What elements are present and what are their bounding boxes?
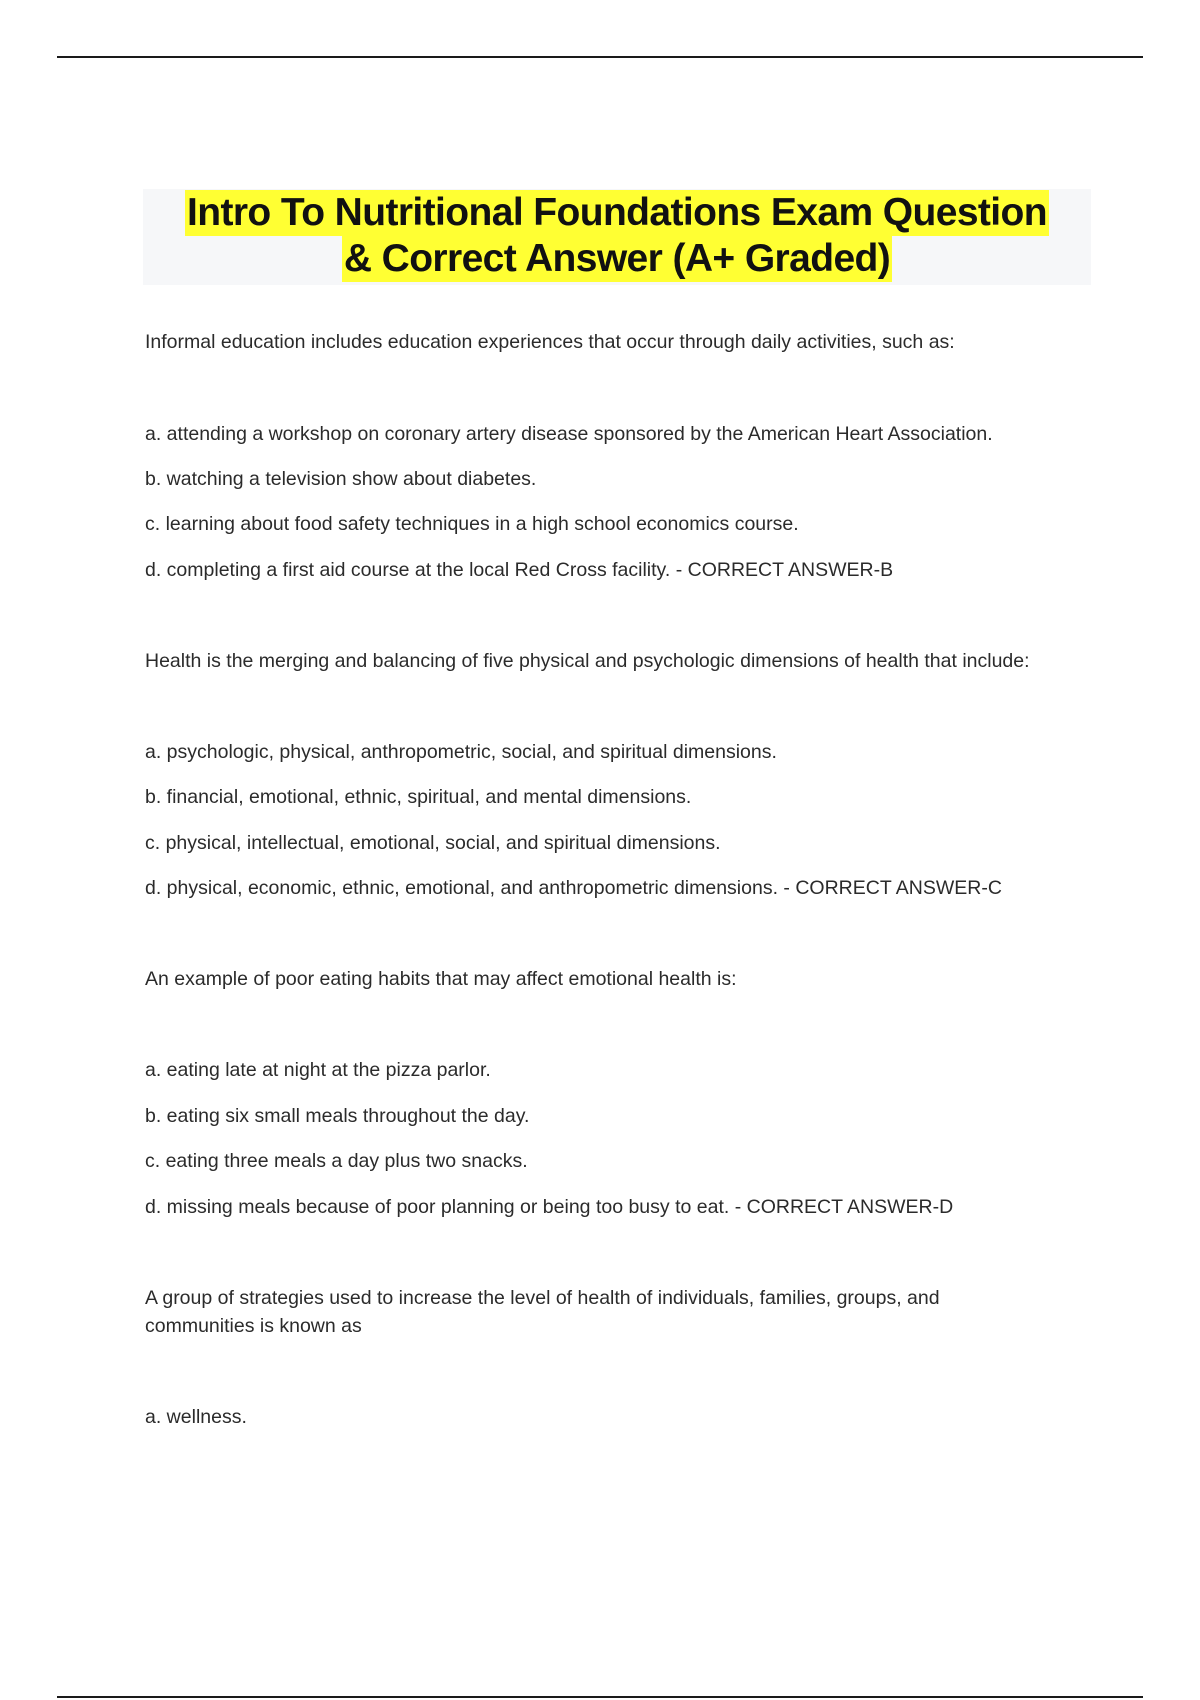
- question-3-option-d: d. missing meals because of poor planning or being too busy to eat. - CORRECT ANSWER-D: [145, 1196, 954, 1218]
- question-3-prompt: An example of poor eating habits that may affect emotional health is:: [145, 968, 737, 990]
- question-1-option-d: d. completing a first aid course at the local Red Cross facility. - CORRECT ANSWER-B: [145, 559, 894, 581]
- question-1-option-c: c. learning about food safety techniques in a high school economics course.: [145, 513, 799, 535]
- question-1-option-b: b. watching a television show about diabetes.: [145, 468, 537, 490]
- question-3-option-c: c. eating three meals a day plus two snacks.: [145, 1150, 528, 1172]
- title-block: [143, 189, 1091, 285]
- question-3-option-b: b. eating six small meals throughout the day.: [145, 1105, 530, 1127]
- question-3-option-a: a. eating late at night at the pizza parlor.: [145, 1059, 491, 1081]
- question-2-option-d: d. physical, economic, ethnic, emotional, and anthropometric dimensions. - CORRECT ANSWER-C: [145, 877, 1002, 899]
- question-2-option-b: b. financial, emotional, ethnic, spiritual, and mental dimensions.: [145, 786, 692, 808]
- question-2-option-a: a. psychologic, physical, anthropometric, social, and spiritual dimensions.: [145, 741, 777, 763]
- question-1-prompt: Informal education includes education experiences that occur through daily activities, such as:: [145, 331, 955, 353]
- question-2-prompt: Health is the merging and balancing of five physical and psychologic dimensions of health that include:: [145, 650, 1030, 672]
- top-rule: [57, 56, 1143, 58]
- question-4-prompt: A group of strategies used to increase the level of health of individuals, families, groups, and communities is known as: [145, 1287, 940, 1337]
- question-2-option-c: c. physical, intellectual, emotional, social, and spiritual dimensions.: [145, 832, 721, 854]
- document-title-line-2: & Correct Answer (A+ Graded): [343, 237, 891, 280]
- bottom-rule: [57, 1696, 1143, 1698]
- question-1-option-a: a. attending a workshop on coronary artery disease sponsored by the American Heart Association.: [145, 423, 993, 445]
- document-title-line-1: Intro To Nutritional Foundations Exam Question: [187, 191, 1047, 234]
- question-4-option-a: a. wellness.: [145, 1406, 247, 1428]
